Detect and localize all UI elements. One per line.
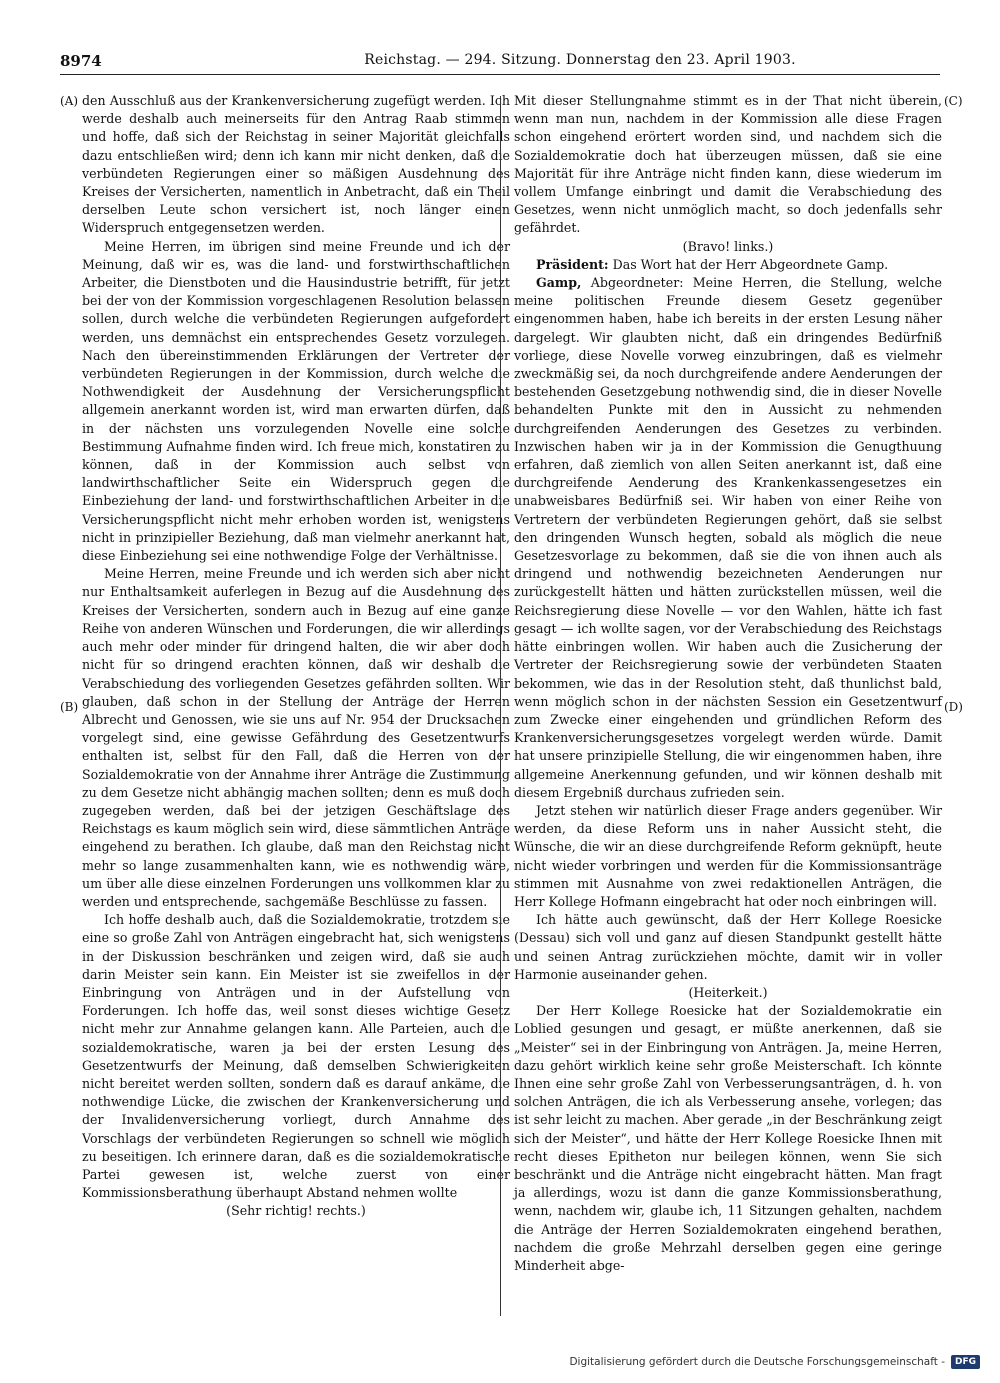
header-rule bbox=[60, 74, 940, 75]
dfg-logo: DFG bbox=[951, 1355, 980, 1369]
speaker-paragraph bbox=[514, 274, 942, 802]
left-column bbox=[82, 92, 510, 1221]
right-interjection-2: (Heiterkeit.) bbox=[688, 984, 768, 1000]
left-paragraph-3: Meine Herren, meine Freunde und ich werden sich aber nicht nur Enthaltsamkeit auferlegen in Bezug auf die Ausdehnung des Kreises der Versicherten, sondern auch in Bezug auf eine ganze Reihe von anderen Wünschen und Forderungen, die wir allerdings auch mehr oder minder für dringend halten, die wir aber doch nicht für so dringend erachten können, daß wir deshalb die Verabschiedung des vorliegenden Gesetzes gefährden sollten. Wir glauben, daß schon in der Stellung der Anträge der Herren Albrecht und Genossen, wie sie uns auf Nr. 954 der Drucksachen vorgelegt sind, eine gewisse Gefährdung des Gesetzentwurfs enthalten ist, selbst für den Fall, daß die Herren von der Sozialdemokratie von der Annahme ihrer Anträge die Zustimmung zu dem Gesetze nicht abhängig machen sollten; denn es muß doch zugegeben werden, daß bei der jetzigen Geschäftslage des Reichstags es kaum möglich sein wird, diese sämmtlichen Anträge eingehend zu berathen. Ich glaube, daß man den Reichstag nicht mehr so lange zusammenhalten kann, wie es nothwendig wäre, um über alle diese einzelnen Forderungen uns vollkommen klar zu werden und entsprechende, sachgemäße Beschlüsse zu fassen. bbox=[82, 566, 510, 909]
president-text: Das Wort hat der Herr Abgeordnete Gamp. bbox=[612, 256, 889, 272]
page-header bbox=[60, 52, 940, 74]
right-paragraph-2: Abgeordneter: Meine Herren, die Stellung, welche meine politischen Freunde diesem Gesetz gegenüber eingenommen haben, habe ich bereits in der ersten Lesung näher dargelegt. Wir glaubten nicht, daß ein dringendes Bedürfniß vorliege, diese Novelle vorweg einzubringen, daß es vielmehr zweckmäßig sei, da noch durchgreifende andere Aenderungen der bestehenden Gesetzgebung nothwendig sind, die in dieser Novelle behandelten Punkte mit den in Aussicht zu nehmenden durchgreifenden Aenderungen des Gesetzes zu verbinden. Inzwischen haben wir ja in der Kommission die Genugthuung erfahren, daß ziemlich von allen Seiten anerkannt ist, daß eine durchgreifende Aenderung des Krankenkassengesetzes ein unabweisbares Bedürfniß sei. Wir haben von einer Reihe von Vertretern der verbündeten Regierungen gehört, daß sie selbst den dringenden Wunsch hegten, sobald als möglich die neue Gesetzesvorlage zu bekommen, daß sie die von ihnen auch als dringend und nothwendig bezeichneten Aenderungen nur zurückgestellt hätten und hätten zurückstellen müssen, weil die Reichsregierung diese Novelle — vor den Wahlen, hätte ich fast gesagt — ich wollte sagen, vor der Verabschiedung des Reichstags hätte einbringen wollen. Wir haben auch die Zusicherung der Vertreter der Reichsregierung sowie der verbündeten Staaten bekommen, wie das in der Resolution steht, daß thunlichst bald, wenn möglich schon in der nächsten Session ein Gesetzentwurf zum Zwecke einer eingehenden und gründlichen Reform des Krankenversicherungsgesetzes vorgelegt werden würde. Damit hat unsere prinzipielle Stellung, die wir eingenommen haben, ihre allgemeine Anerkennung gefunden, und wir können deshalb mit diesem Ergebniß durchaus zufrieden sein. bbox=[514, 275, 942, 800]
speaker-label: Gamp, bbox=[536, 275, 582, 291]
right-paragraph-4: Ich hätte auch gewünscht, daß der Herr Kollege Roesicke (Dessau) sich voll und ganz auf diesen Standpunkt gestellt hätte und seinen Antrag zurückziehen möchte, damit wir in voller Harmonie auseinander gehen. bbox=[514, 912, 942, 982]
margin-marker-b: (B) bbox=[60, 700, 79, 714]
president-label: Präsident: bbox=[536, 256, 609, 272]
footer bbox=[569, 1355, 980, 1369]
footer-text: Digitalisierung gefördert durch die Deutsche Forschungsgemeinschaft - bbox=[569, 1356, 945, 1368]
left-paragraph-1: den Ausschluß aus der Krankenversicherung zugefügt werden. Ich werde deshalb auch meinerseits für den Antrag Raab stimmen und hoffe, daß sich der Reichstag in seiner Majorität gleichfalls dazu entschließen wird; denn ich kann mir nicht denken, daß die verbündeten Regierungen einer so mäßigen Ausdehnung des Kreises der Versicherten, namentlich in Anbetracht, daß ein Theil derselben Leute schon versichert ist, noch länger einen Widerspruch entgegensetzen werden. bbox=[82, 93, 510, 236]
margin-marker-d: (D) bbox=[944, 700, 963, 714]
right-column bbox=[514, 92, 942, 1275]
left-paragraph-4: Ich hoffe deshalb auch, daß die Sozialdemokratie, trotzdem sie eine so große Zahl von Anträgen eingebracht hat, sich wenigstens in der Diskussion beschränken und zeigen wird, daß sie auch darin Meister sein kann. Ein Meister ist sie zweifellos in der Einbringung von Anträgen und in der Aufstellung von Forderungen. Ich hoffe das, weil sonst dieses wichtige Gesetz nicht mehr zur Annahme gelangen kann. Alle Parteien, auch die sozialdemokratische, waren ja bei der ersten Lesung des Gesetzentwurfs der Meinung, daß demselben Schwierigkeiten nicht bereitet werden sollten, sondern daß es darauf ankäme, die nothwendige Lücke, die zwischen der Krankenversicherung und der Invalidenversicherung vorliegt, durch Annahme des Vorschlags der verbündeten Regierungen so schnell wie möglich zu beseitigen. Ich erinnere daran, daß es die sozialdemokratische Partei gewesen ist, welche zuerst von einer Kommissionsberathung überhaupt Abstand nehmen wollte bbox=[82, 912, 510, 1201]
right-paragraph-3: Jetzt stehen wir natürlich dieser Frage anders gegenüber. Wir werden, da diese Reform uns in naher Aussicht steht, die Wünsche, die wir an diese durchgreifende Reform geknüpft, heute nicht wieder vorbringen und werden für die Kommissionsanträge stimmen mit Ausnahme von zwei redaktionellen Anträgen, die Herr Kollege Hofmann eingebracht hat oder noch einbringen will. bbox=[514, 802, 942, 909]
left-paragraph-2: Meine Herren, im übrigen sind meine Freunde und ich der Meinung, daß wir es, was die land- und forstwirthschaftlichen Arbeiter, die Dienstboten und die Hausindustrie betrifft, für jetzt bei der von der Kommission vorgeschlagenen Resolution belassen sollen, durch welche die verbündeten Regierungen aufgefordert werden, uns demnächst ein entsprechendes Gesetz vorzulegen. Nach den übereinstimmenden Erklärungen der Vertreter der verbündeten Regierungen in der Kommission, durch welche die Nothwendigkeit der Ausdehnung der Versicherungspflicht allgemein anerkannt worden ist, wird man erwarten dürfen, daß in der nächsten uns vorzulegenden Novelle eine solche Bestimmung Aufnahme finden wird. Ich freue mich, konstatiren zu können, daß in der Kommission auch selbst von landwirthschaftlicher Seite ein Widerspruch gegen die Einbeziehung der land- und forstwirthschaftlichen Arbeiter in die Versicherungspflicht nicht mehr erhoben worden ist, wenigstens nicht in prinzipieller Beziehung, daß man vielmehr anerkannt hat, diese Einbeziehung sei eine nothwendige Folge der Verhältnisse. bbox=[82, 238, 510, 564]
margin-marker-c: (C) bbox=[944, 94, 963, 108]
right-paragraph-1: Mit dieser Stellungnahme stimmt es in der That nicht überein, wenn man nun, nachdem in der Kommission alle diese Fragen schon eingehend erörtert worden sind, und nachdem sich die Sozialdemokratie doch hat überzeugen müssen, daß sie eine Majorität für ihre Anträge nicht finden kann, diese wiederum im vollem Umfange einbringt und damit die Verabschiedung des Gesetzes, wenn nicht unmöglich macht, so doch jedenfalls sehr gefährdet. bbox=[514, 93, 942, 236]
left-interjection: (Sehr richtig! rechts.) bbox=[226, 1203, 366, 1219]
right-paragraph-5: Der Herr Kollege Roesicke hat der Sozialdemokratie ein Loblied gesungen und gesagt, er müßte anerkennen, daß sie „Meister“ sei in der Einbringung von Anträgen. Ja, meine Herren, dazu gehört wirklich keine sehr große Meisterschaft. Ich könnte Ihnen eine sehr große Zahl von Verbesserungsanträgen, d. h. von solchen Anträgen, die ich als Verbesserung ansehe, vorlegen; das ist sehr leicht zu machen. Aber gerade „in der Beschränkung zeigt sich der Meister“, und hätte der Herr Kollege Roesicke Ihnen mit recht dieses Epitheton nur beilegen können, wenn Sie sich beschränkt und die Anträge nicht eingebracht hätten. Man fragt ja allerdings, wozu ist dann die ganze Kommissionsberathung, wenn, nachdem wir, glaube ich, 11 Sitzungen gehalten, nachdem die Anträge der Herren Sozialdemokraten eingehend berathen, nachdem die große Mehrzahl derselben gegen eine geringe Minderheit abge- bbox=[514, 1003, 942, 1273]
running-head: Reichstag. — 294. Sitzung. Donnerstag den 23. April 1903. bbox=[364, 52, 796, 68]
right-interjection-1: (Bravo! links.) bbox=[682, 238, 774, 254]
column-divider bbox=[500, 96, 501, 1316]
page-number: 8974 bbox=[60, 52, 102, 70]
president-line bbox=[514, 256, 942, 274]
margin-marker-a: (A) bbox=[60, 94, 79, 108]
